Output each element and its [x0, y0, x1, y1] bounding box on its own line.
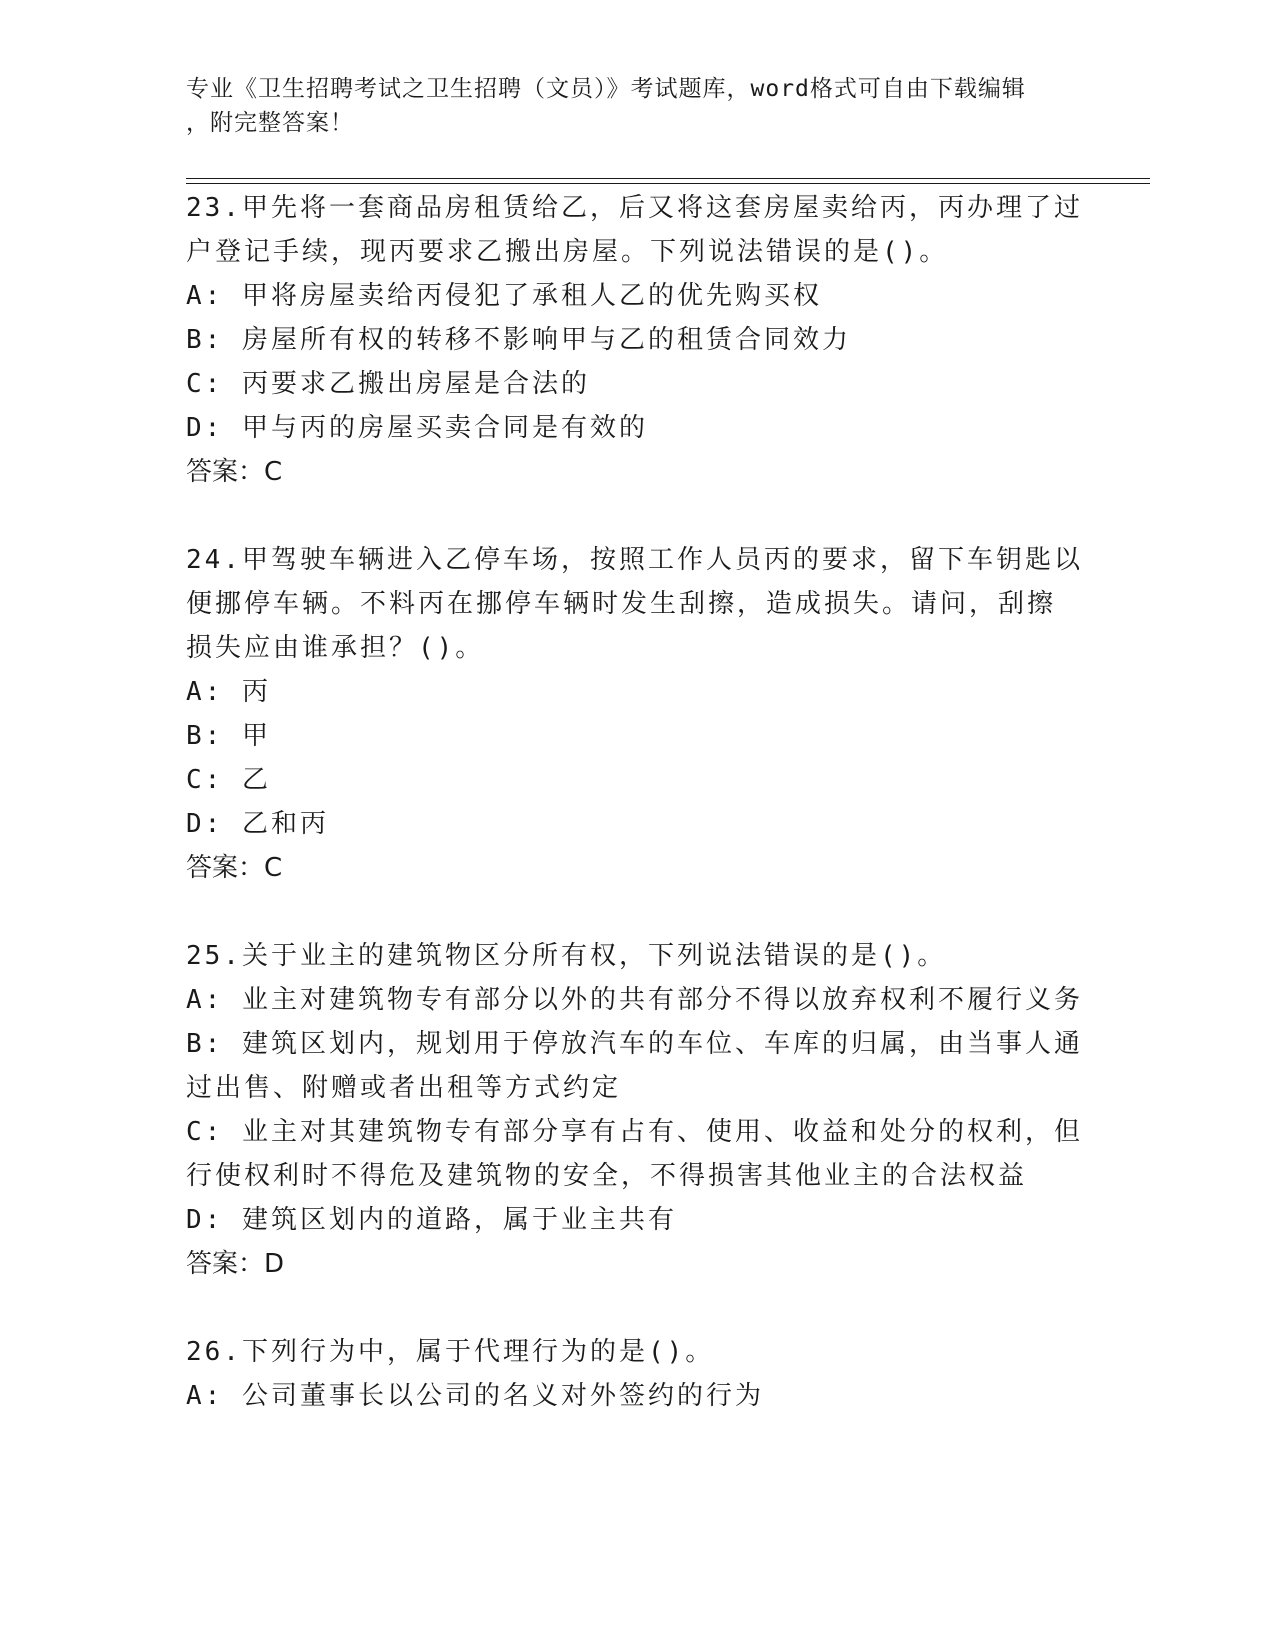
header-line-2: ，附完整答案！: [186, 110, 354, 136]
q25-option-d: D: 建筑区划内的道路，属于业主共有: [186, 1205, 677, 1235]
q23-option-c: C: 丙要求乙搬出房屋是合法的: [186, 369, 590, 399]
q25-option-c-line-2: 行使权利时不得危及建筑物的安全，不得损害其他业主的合法权益: [186, 1161, 1028, 1191]
q25-answer: 答案：D: [186, 1249, 285, 1279]
q24-answer: 答案：C: [186, 853, 283, 883]
q26-option-a: A: 公司董事长以公司的名义对外签约的行为: [186, 1381, 764, 1411]
document-header: [186, 72, 1066, 140]
q25-stem-line-1: 25.关于业主的建筑物区分所有权，下列说法错误的是()。: [186, 941, 947, 971]
q24-option-c: C: 乙: [186, 765, 271, 795]
q24-stem-line-3: 损失应由谁承担？()。: [186, 633, 485, 663]
q23-option-b: B: 房屋所有权的转移不影响甲与乙的租赁合同效力: [186, 325, 851, 355]
q23-answer: 答案：C: [186, 457, 283, 487]
header-rule-bottom: [186, 183, 1150, 184]
q26-stem-line-1: 26.下列行为中，属于代理行为的是()。: [186, 1337, 715, 1367]
header-line-1: 专业《卫生招聘考试之卫生招聘（文员）》考试题库，word格式可自由下载编辑: [186, 76, 1026, 102]
q24-stem-line-2: 便挪停车辆。不料丙在挪停车辆时发生刮擦，造成损失。请问，刮擦: [186, 589, 1057, 619]
header-rule-top: [186, 178, 1150, 179]
q23-option-a: A: 甲将房屋卖给丙侵犯了承租人乙的优先购买权: [186, 281, 822, 311]
q24-option-b: B: 甲: [186, 721, 271, 751]
q25-option-b-line-1: B: 建筑区划内，规划用于停放汽车的车位、车库的归属，由当事人通: [186, 1029, 1083, 1059]
q23-stem-line-2: 户登记手续，现丙要求乙搬出房屋。下列说法错误的是()。: [186, 237, 949, 267]
q24-option-a: A: 丙: [186, 677, 271, 707]
q24-option-d: D: 乙和丙: [186, 809, 329, 839]
q23-stem-line-1: 23.甲先将一套商品房租赁给乙，后又将这套房屋卖给丙，丙办理了过: [186, 193, 1083, 223]
q25-option-c-line-1: C: 业主对其建筑物专有部分享有占有、使用、收益和处分的权利，但: [186, 1117, 1083, 1147]
q24-stem-line-1: 24.甲驾驶车辆进入乙停车场，按照工作人员丙的要求，留下车钥匙以: [186, 545, 1083, 575]
q25-option-a: A: 业主对建筑物专有部分以外的共有部分不得以放弃权利不履行义务: [186, 985, 1083, 1015]
q23-option-d: D: 甲与丙的房屋买卖合同是有效的: [186, 413, 648, 443]
q25-option-b-line-2: 过出售、附赠或者出租等方式约定: [186, 1073, 622, 1103]
